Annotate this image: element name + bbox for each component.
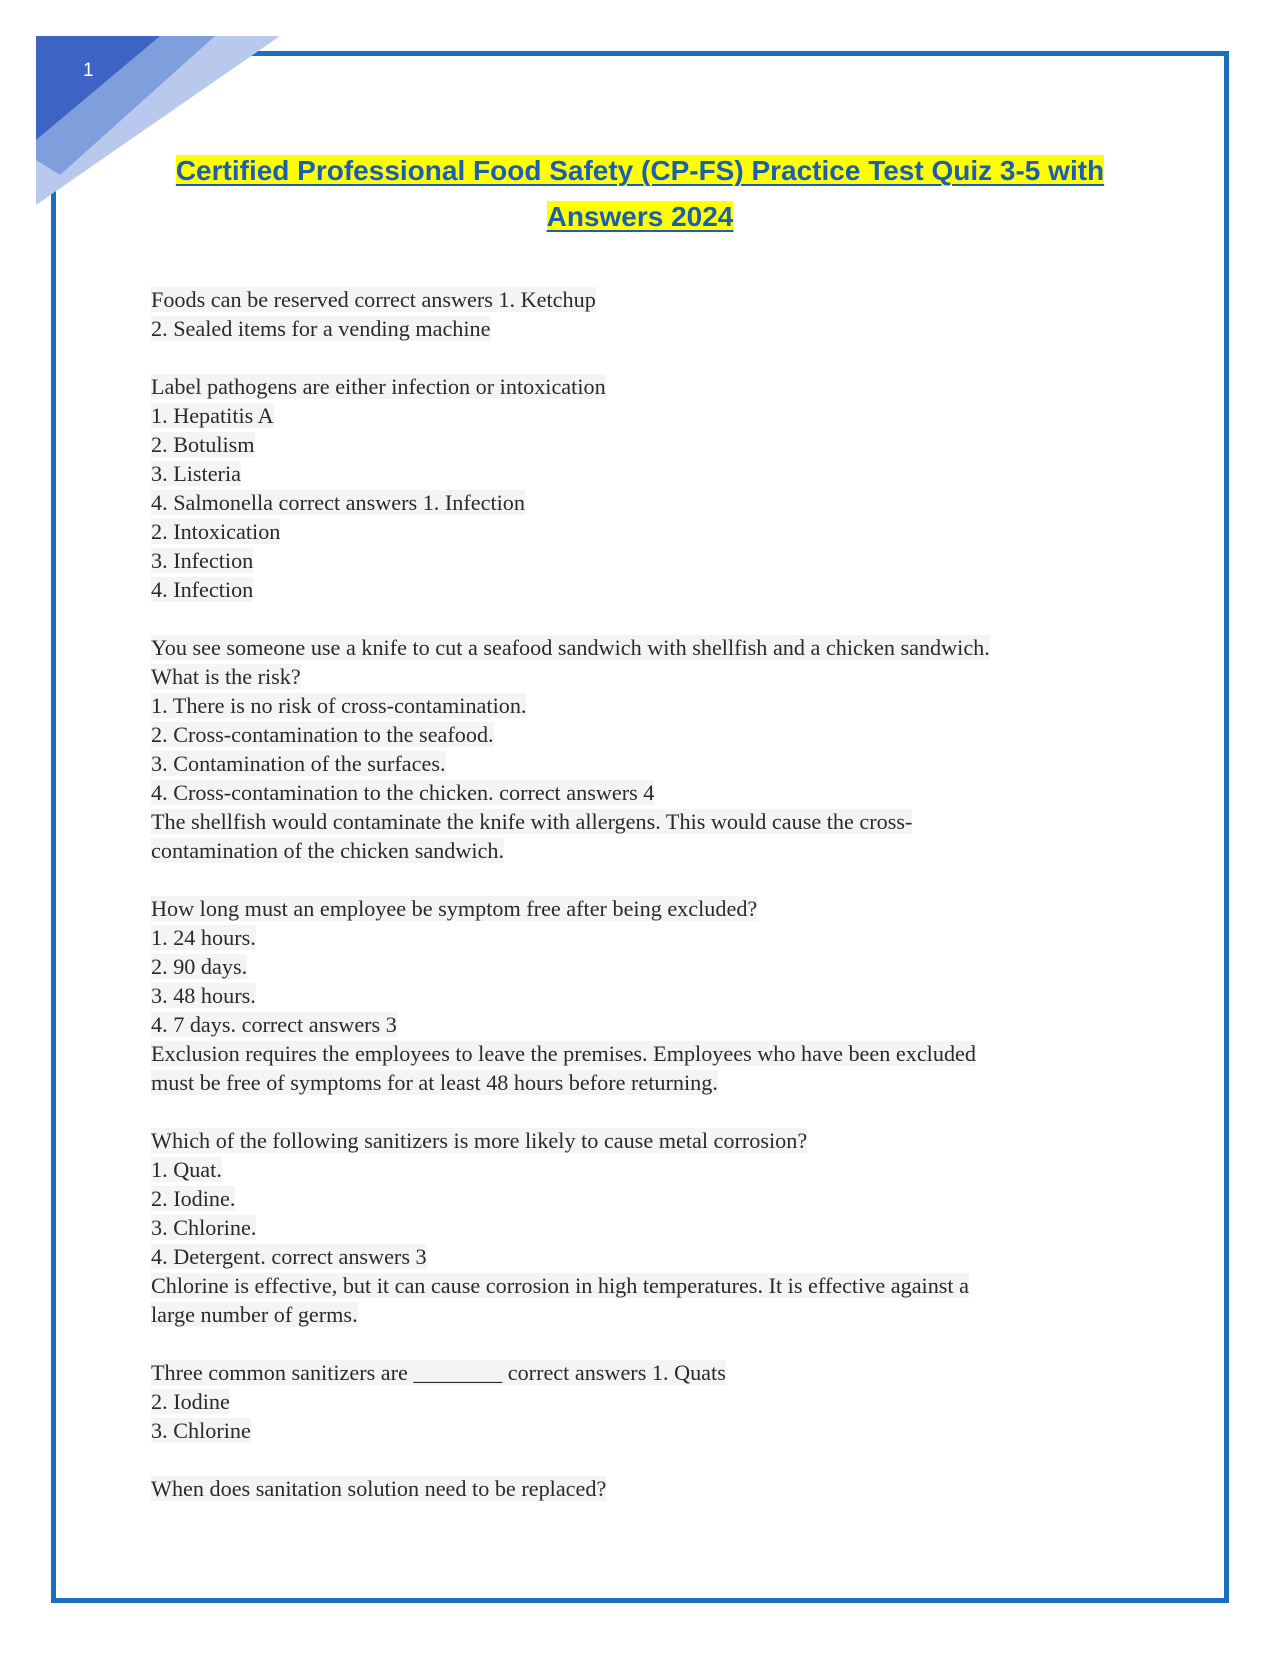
document-title [150,148,1130,240]
text-line [151,575,1121,604]
text-line-content: 4. Cross-contamination to the chicken. correct answers 4 [151,780,655,805]
text-line-content: Which of the following sanitizers is more likely to cause metal corrosion? [151,1128,808,1153]
text-line-content: Foods can be reserved correct answers 1. Ketchup [151,287,596,312]
text-line [151,285,1121,314]
text-line [151,1300,1121,1329]
text-line-content: 2. 90 days. [151,954,248,979]
text-line [151,1155,1121,1184]
text-line-content: 3. Contamination of the surfaces. [151,751,446,776]
text-line [151,894,1121,923]
text-line [151,1010,1121,1039]
text-line-content: 2. Cross-contamination to the seafood. [151,722,494,747]
qa-block [151,894,1121,1097]
text-line [151,1213,1121,1242]
text-line [151,1242,1121,1271]
text-line-content: 1. There is no risk of cross-contamination. [151,693,527,718]
text-line [151,517,1121,546]
text-line [151,836,1121,865]
text-line [151,1416,1121,1445]
qa-block [151,285,1121,343]
text-line-content: How long must an employee be symptom free after being excluded? [151,896,758,921]
text-line [151,459,1121,488]
text-line [151,1474,1121,1503]
qa-block [151,1126,1121,1329]
text-line [151,720,1121,749]
text-line [151,662,1121,691]
text-line [151,981,1121,1010]
qa-block [151,1358,1121,1445]
text-line-content: 3. Chlorine [151,1418,251,1443]
text-line-content: 3. 48 hours. [151,983,256,1008]
text-line [151,952,1121,981]
text-line [151,401,1121,430]
text-line-content: You see someone use a knife to cut a seafood sandwich with shellfish and a chicken sandwich. [151,635,990,660]
page-number: 1 [83,60,94,81]
text-line-content: Three common sanitizers are ________ correct answers 1. Quats [151,1360,726,1385]
qa-block [151,633,1121,865]
text-line-content: 1. 24 hours. [151,925,256,950]
text-line-content: 3. Infection [151,548,254,573]
text-line [151,633,1121,662]
text-line [151,923,1121,952]
qa-content [151,285,1121,1532]
text-line [151,372,1121,401]
text-line [151,1039,1121,1068]
text-line-content: Label pathogens are either infection or intoxication [151,374,606,399]
title-line-1: Certified Professional Food Safety (CP-FS) Practice Test Quiz 3-5 with [175,155,1105,186]
text-line-content: 1. Hepatitis A [151,403,274,428]
text-line [151,1271,1121,1300]
text-line-content: large number of germs. [151,1302,358,1327]
text-line [151,1387,1121,1416]
text-line-content: 4. Salmonella correct answers 1. Infection [151,490,525,515]
text-line [151,546,1121,575]
text-line [151,1126,1121,1155]
text-line [151,778,1121,807]
text-line-content: 3. Chlorine. [151,1215,257,1240]
text-line-content: 2. Intoxication [151,519,281,544]
text-line [151,314,1121,343]
text-line-content: 4. Detergent. correct answers 3 [151,1244,427,1269]
text-line-content: 4. Infection [151,577,254,602]
text-line [151,488,1121,517]
text-line-content: When does sanitation solution need to be replaced? [151,1476,607,1501]
text-line-content: Exclusion requires the employees to leave the premises. Employees who have been excluded [151,1041,976,1066]
text-line-content: Chlorine is effective, but it can cause corrosion in high temperatures. It is effective against a [151,1273,969,1298]
text-line [151,1068,1121,1097]
text-line [151,691,1121,720]
text-line-content: 2. Sealed items for a vending machine [151,316,491,341]
text-line-content: The shellfish would contaminate the knife with allergens. This would cause the cross- [151,809,913,834]
text-line [151,1184,1121,1213]
text-line-content: 4. 7 days. correct answers 3 [151,1012,397,1037]
text-line-content: must be free of symptoms for at least 48 hours before returning. [151,1070,718,1095]
title-line-2: Answers 2024 [546,201,734,232]
text-line-content: 3. Listeria [151,461,241,486]
text-line-content: What is the risk? [151,664,301,689]
text-line-content: 2. Botulism [151,432,255,457]
text-line-content: 1. Quat. [151,1157,222,1182]
qa-block [151,1474,1121,1503]
text-line-content: contamination of the chicken sandwich. [151,838,505,863]
text-line [151,749,1121,778]
text-line [151,1358,1121,1387]
qa-block [151,372,1121,604]
text-line-content: 2. Iodine [151,1389,230,1414]
text-line-content: 2. Iodine. [151,1186,236,1211]
text-line [151,430,1121,459]
text-line [151,807,1121,836]
